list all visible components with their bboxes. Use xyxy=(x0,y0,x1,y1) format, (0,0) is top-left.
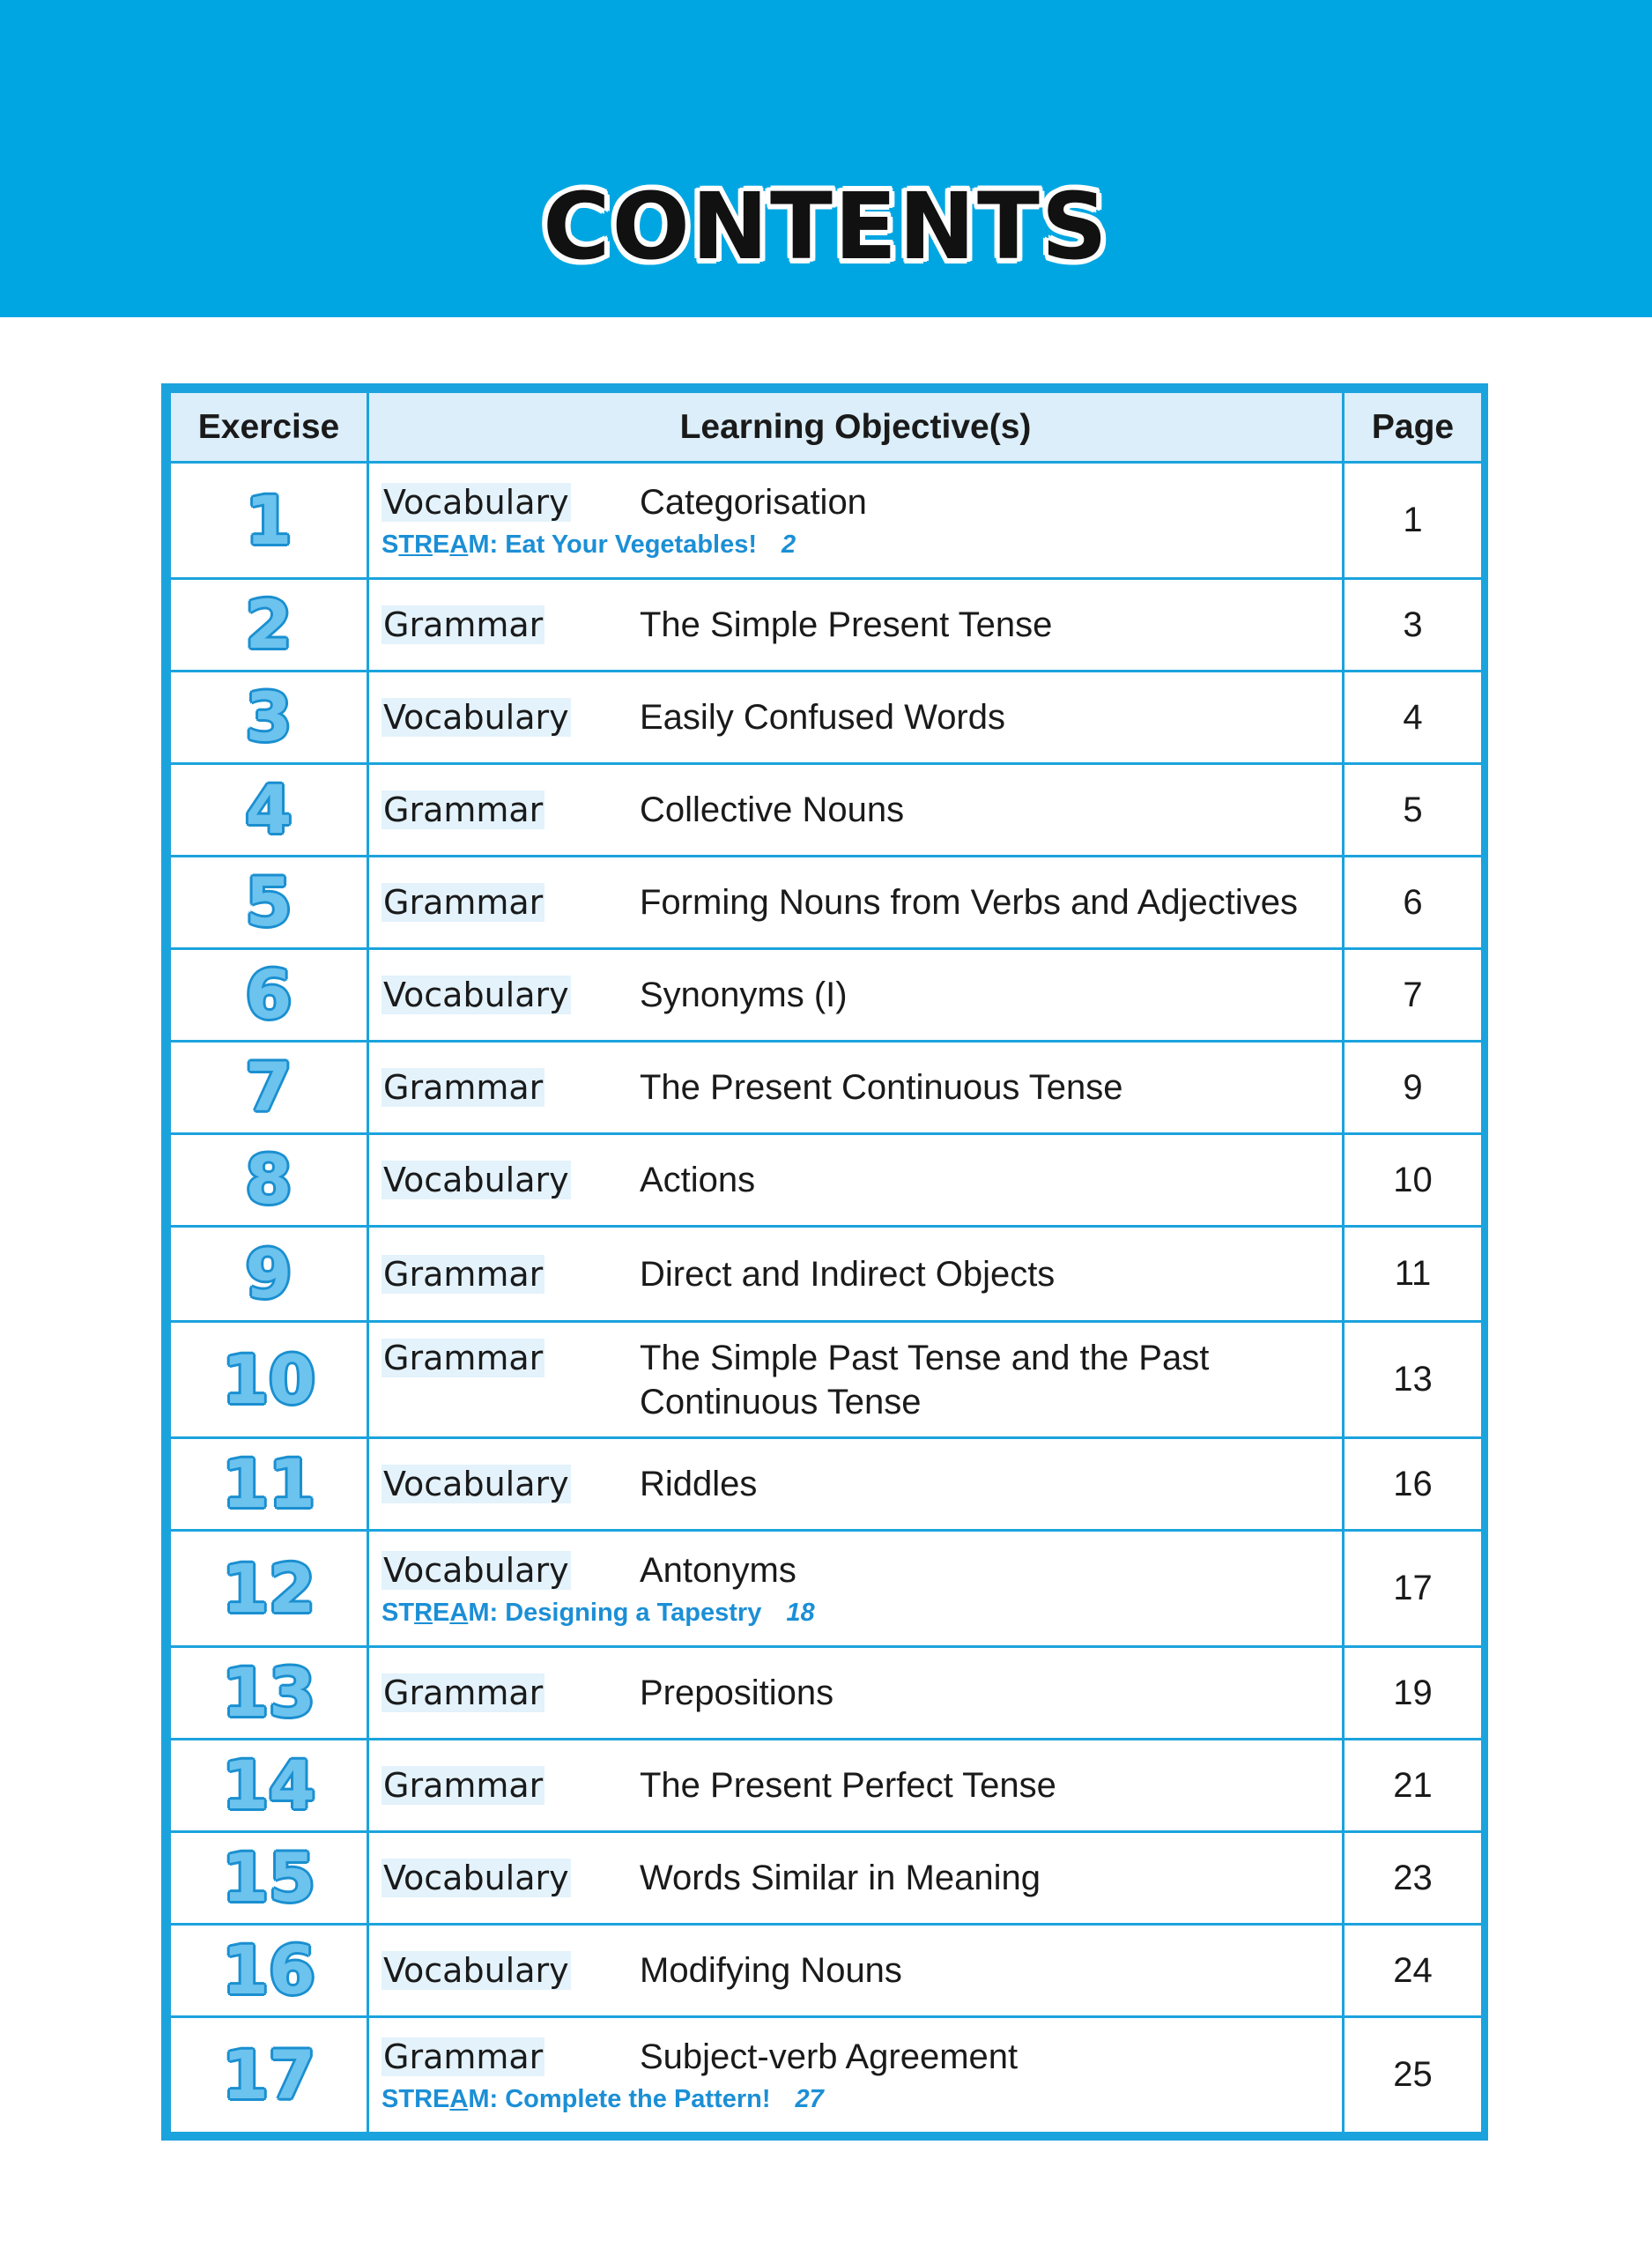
page-number: 24 xyxy=(1344,1925,1483,2017)
learning-objective xyxy=(368,1647,1344,1740)
learning-objective xyxy=(368,1322,1344,1438)
learning-objective xyxy=(368,579,1344,672)
exercise-number: 3 xyxy=(170,672,368,764)
learning-objective xyxy=(368,1227,1344,1322)
learning-objective xyxy=(368,1925,1344,2017)
objective-category xyxy=(382,1462,640,1506)
objective-category xyxy=(382,788,640,832)
column-header-objective: Learning Objective(s) xyxy=(368,392,1344,463)
category-label: Grammar xyxy=(383,1068,544,1107)
stream-letter: T xyxy=(398,1598,415,1627)
stream-page: 27 xyxy=(795,2084,824,2113)
objective-category xyxy=(382,1252,640,1296)
table-row xyxy=(170,1740,1483,1832)
objective-topic: Direct and Indirect Objects xyxy=(640,1254,1056,1294)
page-number: 21 xyxy=(1344,1740,1483,1832)
page-number: 5 xyxy=(1344,764,1483,857)
objective-topic: Collective Nouns xyxy=(640,790,905,829)
objective-category xyxy=(382,1158,640,1202)
stream-letter: A xyxy=(449,2084,469,2113)
table-row xyxy=(170,463,1483,579)
objective-topic: Easily Confused Words xyxy=(640,698,1005,737)
objective-category xyxy=(382,1856,640,1900)
table-row xyxy=(170,1925,1483,2017)
exercise-number: 6 xyxy=(170,949,368,1042)
category-label: Vocabulary xyxy=(383,976,569,1014)
category-label: Grammar xyxy=(383,2037,544,2076)
category-label: Grammar xyxy=(383,883,544,922)
learning-objective xyxy=(368,949,1344,1042)
exercise-number: 12 xyxy=(170,1531,368,1647)
objective-category xyxy=(382,603,640,647)
stream-letter: R xyxy=(414,2084,433,2113)
table-row xyxy=(170,1042,1483,1134)
learning-objective xyxy=(368,1134,1344,1227)
page-number: 1 xyxy=(1344,463,1483,579)
objective-topic: Actions xyxy=(640,1161,756,1199)
exercise-number: 11 xyxy=(170,1438,368,1531)
learning-objective xyxy=(368,857,1344,949)
stream-title: : Designing a Tapestry xyxy=(489,1598,762,1627)
stream-activity xyxy=(382,1596,1342,1629)
objective-topic: Synonyms (I) xyxy=(640,976,848,1014)
exercise-number: 9 xyxy=(170,1227,368,1322)
objective-category xyxy=(382,1671,640,1715)
category-label: Grammar xyxy=(383,1254,544,1294)
category-label: Vocabulary xyxy=(383,1465,569,1503)
stream-letter: M xyxy=(468,2084,490,2113)
objective-category xyxy=(382,1065,640,1109)
stream-activity xyxy=(382,2082,1342,2116)
objective-category xyxy=(382,695,640,739)
table-row xyxy=(170,1227,1483,1322)
exercise-number: 8 xyxy=(170,1134,368,1227)
category-label: Vocabulary xyxy=(383,698,569,737)
stream-letter: E xyxy=(433,1598,450,1627)
page-title: CONTENTS xyxy=(543,173,1109,280)
page-number: 19 xyxy=(1344,1647,1483,1740)
category-label: Vocabulary xyxy=(383,1859,569,1897)
exercise-number: 16 xyxy=(170,1925,368,2017)
table-row xyxy=(170,764,1483,857)
category-label: Grammar xyxy=(383,790,544,829)
objective-topic: Words Similar in Meaning xyxy=(640,1859,1041,1897)
learning-objective xyxy=(368,672,1344,764)
objective-topic: The Simple Present Tense xyxy=(640,605,1053,644)
table-row xyxy=(170,2017,1483,2134)
stream-letter: T xyxy=(398,2084,415,2113)
objective-topic: Categorisation xyxy=(640,482,867,522)
objective-category xyxy=(382,2035,640,2079)
page-number: 13 xyxy=(1344,1322,1483,1438)
category-label: Vocabulary xyxy=(383,1951,569,1990)
exercise-number: 17 xyxy=(170,2017,368,2134)
page-number: 17 xyxy=(1344,1531,1483,1647)
table-row xyxy=(170,1647,1483,1740)
page-number: 25 xyxy=(1344,2017,1483,2134)
objective-category xyxy=(382,1336,640,1380)
stream-activity xyxy=(382,528,1342,561)
table-row xyxy=(170,1438,1483,1531)
column-header-page: Page xyxy=(1344,392,1483,463)
page-number: 10 xyxy=(1344,1134,1483,1227)
objective-topic: The Simple Past Tense and the Past Continuous Tense xyxy=(640,1338,1210,1421)
stream-page: 18 xyxy=(786,1598,815,1627)
stream-letter: T xyxy=(398,530,415,559)
contents-table xyxy=(161,383,1488,2141)
table-row xyxy=(170,949,1483,1042)
learning-objective xyxy=(368,1438,1344,1531)
objective-topic: Forming Nouns from Verbs and Adjectives xyxy=(640,883,1299,922)
category-label: Grammar xyxy=(383,1766,544,1805)
objective-topic: Antonyms xyxy=(640,1550,796,1590)
objective-topic: Prepositions xyxy=(640,1673,834,1712)
table-row xyxy=(170,672,1483,764)
page-number: 6 xyxy=(1344,857,1483,949)
table-row xyxy=(170,857,1483,949)
category-label: Grammar xyxy=(383,1673,544,1712)
stream-letter: R xyxy=(414,1598,433,1627)
page-number: 11 xyxy=(1344,1227,1483,1322)
objective-topic: Modifying Nouns xyxy=(640,1951,902,1990)
table-row xyxy=(170,1134,1483,1227)
page-number: 3 xyxy=(1344,579,1483,672)
learning-objective xyxy=(368,1531,1344,1647)
category-label: Vocabulary xyxy=(383,482,569,522)
category-label: Vocabulary xyxy=(383,1550,569,1590)
table-row xyxy=(170,579,1483,672)
exercise-number: 2 xyxy=(170,579,368,672)
objective-category xyxy=(382,480,640,524)
learning-objective xyxy=(368,2017,1344,2134)
category-label: Grammar xyxy=(383,1338,544,1377)
page-number: 16 xyxy=(1344,1438,1483,1531)
exercise-number: 5 xyxy=(170,857,368,949)
page-number: 23 xyxy=(1344,1832,1483,1925)
stream-page: 2 xyxy=(782,530,796,559)
category-label: Grammar xyxy=(383,605,544,644)
exercise-number: 13 xyxy=(170,1647,368,1740)
stream-letter: E xyxy=(433,2084,450,2113)
stream-letter: S xyxy=(382,2084,399,2113)
stream-letter: S xyxy=(382,1598,399,1627)
exercise-number: 14 xyxy=(170,1740,368,1832)
stream-letter: R xyxy=(414,530,433,559)
page-number: 9 xyxy=(1344,1042,1483,1134)
learning-objective xyxy=(368,1740,1344,1832)
objective-category xyxy=(382,1548,640,1592)
table-row xyxy=(170,1832,1483,1925)
objective-category xyxy=(382,1948,640,1993)
learning-objective xyxy=(368,1042,1344,1134)
objective-topic: Riddles xyxy=(640,1465,758,1503)
table-row xyxy=(170,1322,1483,1438)
stream-letter: A xyxy=(449,530,469,559)
exercise-number: 15 xyxy=(170,1832,368,1925)
column-header-exercise: Exercise xyxy=(170,392,368,463)
learning-objective xyxy=(368,1832,1344,1925)
stream-title: : Eat Your Vegetables! xyxy=(489,530,758,559)
objective-topic: The Present Continuous Tense xyxy=(640,1068,1123,1107)
exercise-number: 1 xyxy=(170,463,368,579)
learning-objective xyxy=(368,764,1344,857)
objective-category xyxy=(382,973,640,1017)
category-label: Vocabulary xyxy=(383,1161,569,1199)
objective-category xyxy=(382,1763,640,1807)
stream-letter: E xyxy=(433,530,450,559)
objective-topic: Subject-verb Agreement xyxy=(640,2037,1019,2076)
stream-letter: S xyxy=(382,530,399,559)
objective-category xyxy=(382,880,640,924)
stream-letter: A xyxy=(449,1598,469,1627)
objective-topic: The Present Perfect Tense xyxy=(640,1766,1056,1805)
stream-letter: M xyxy=(468,1598,490,1627)
exercise-number: 7 xyxy=(170,1042,368,1134)
table-row xyxy=(170,1531,1483,1647)
exercise-number: 4 xyxy=(170,764,368,857)
exercise-number: 10 xyxy=(170,1322,368,1438)
stream-title: : Complete the Pattern! xyxy=(489,2084,771,2113)
learning-objective xyxy=(368,463,1344,579)
page-number: 7 xyxy=(1344,949,1483,1042)
stream-letter: M xyxy=(468,530,490,559)
table-header-row xyxy=(170,392,1483,463)
page-number: 4 xyxy=(1344,672,1483,764)
